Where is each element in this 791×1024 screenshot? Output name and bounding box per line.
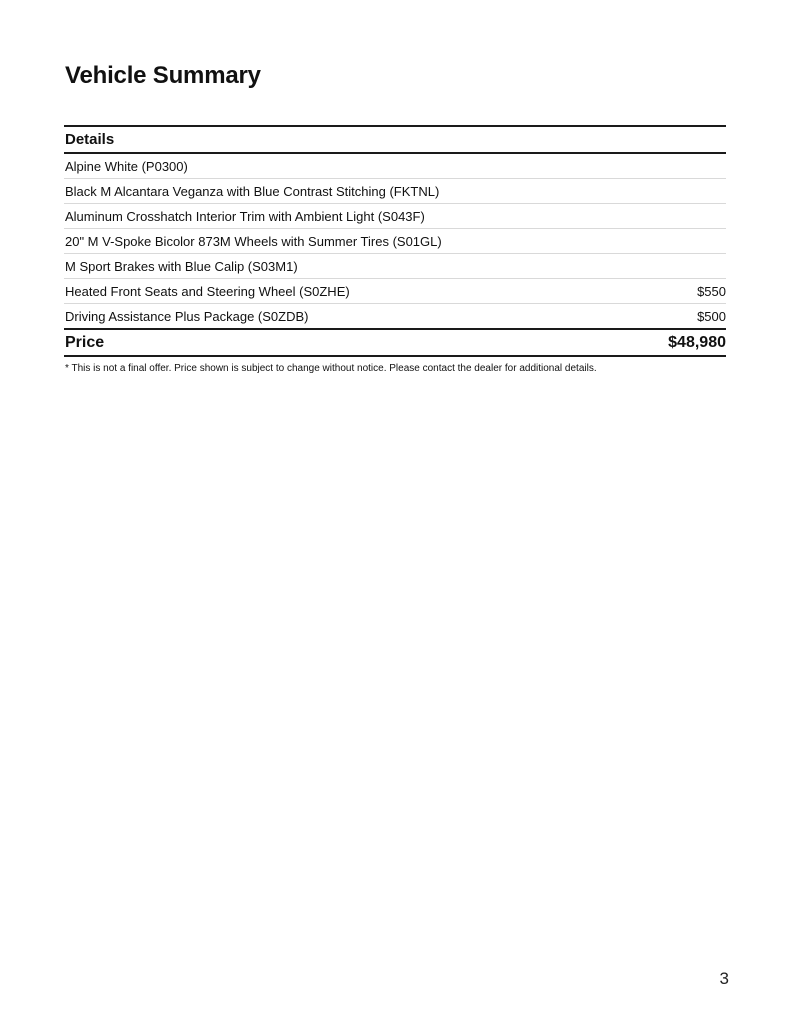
detail-label: M Sport Brakes with Blue Calip (S03M1) <box>65 258 298 274</box>
detail-label: Black M Alcantara Veganza with Blue Contrast Stitching (FKTNL) <box>65 183 440 199</box>
vehicle-summary-table <box>64 125 726 374</box>
page-number: 3 <box>719 969 729 988</box>
detail-row <box>64 179 726 204</box>
details-list <box>64 154 726 328</box>
detail-row <box>64 254 726 279</box>
page-title: Vehicle Summary <box>65 62 261 89</box>
detail-label: Driving Assistance Plus Package (S0ZDB) <box>65 308 309 324</box>
detail-label: 20" M V-Spoke Bicolor 873M Wheels with Summer Tires (S01GL) <box>65 233 442 249</box>
detail-row <box>64 154 726 179</box>
total-price-row <box>64 328 726 357</box>
detail-label: Alpine White (P0300) <box>65 158 188 174</box>
detail-price: $550 <box>697 283 726 299</box>
total-price-label: Price <box>65 333 105 351</box>
detail-row <box>64 279 726 304</box>
details-header: Details <box>64 125 726 154</box>
detail-row <box>64 229 726 254</box>
detail-row <box>64 204 726 229</box>
detail-label: Aluminum Crosshatch Interior Trim with Ambient Light (S043F) <box>65 208 425 224</box>
total-price-value: $48,980 <box>668 333 726 351</box>
detail-row <box>64 304 726 328</box>
detail-label: Heated Front Seats and Steering Wheel (S0ZHE) <box>65 283 350 299</box>
disclaimer-text: * This is not a final offer. Price shown is subject to change without notice. Please contact the dealer for additional details. <box>65 363 597 374</box>
detail-price: $500 <box>697 308 726 324</box>
